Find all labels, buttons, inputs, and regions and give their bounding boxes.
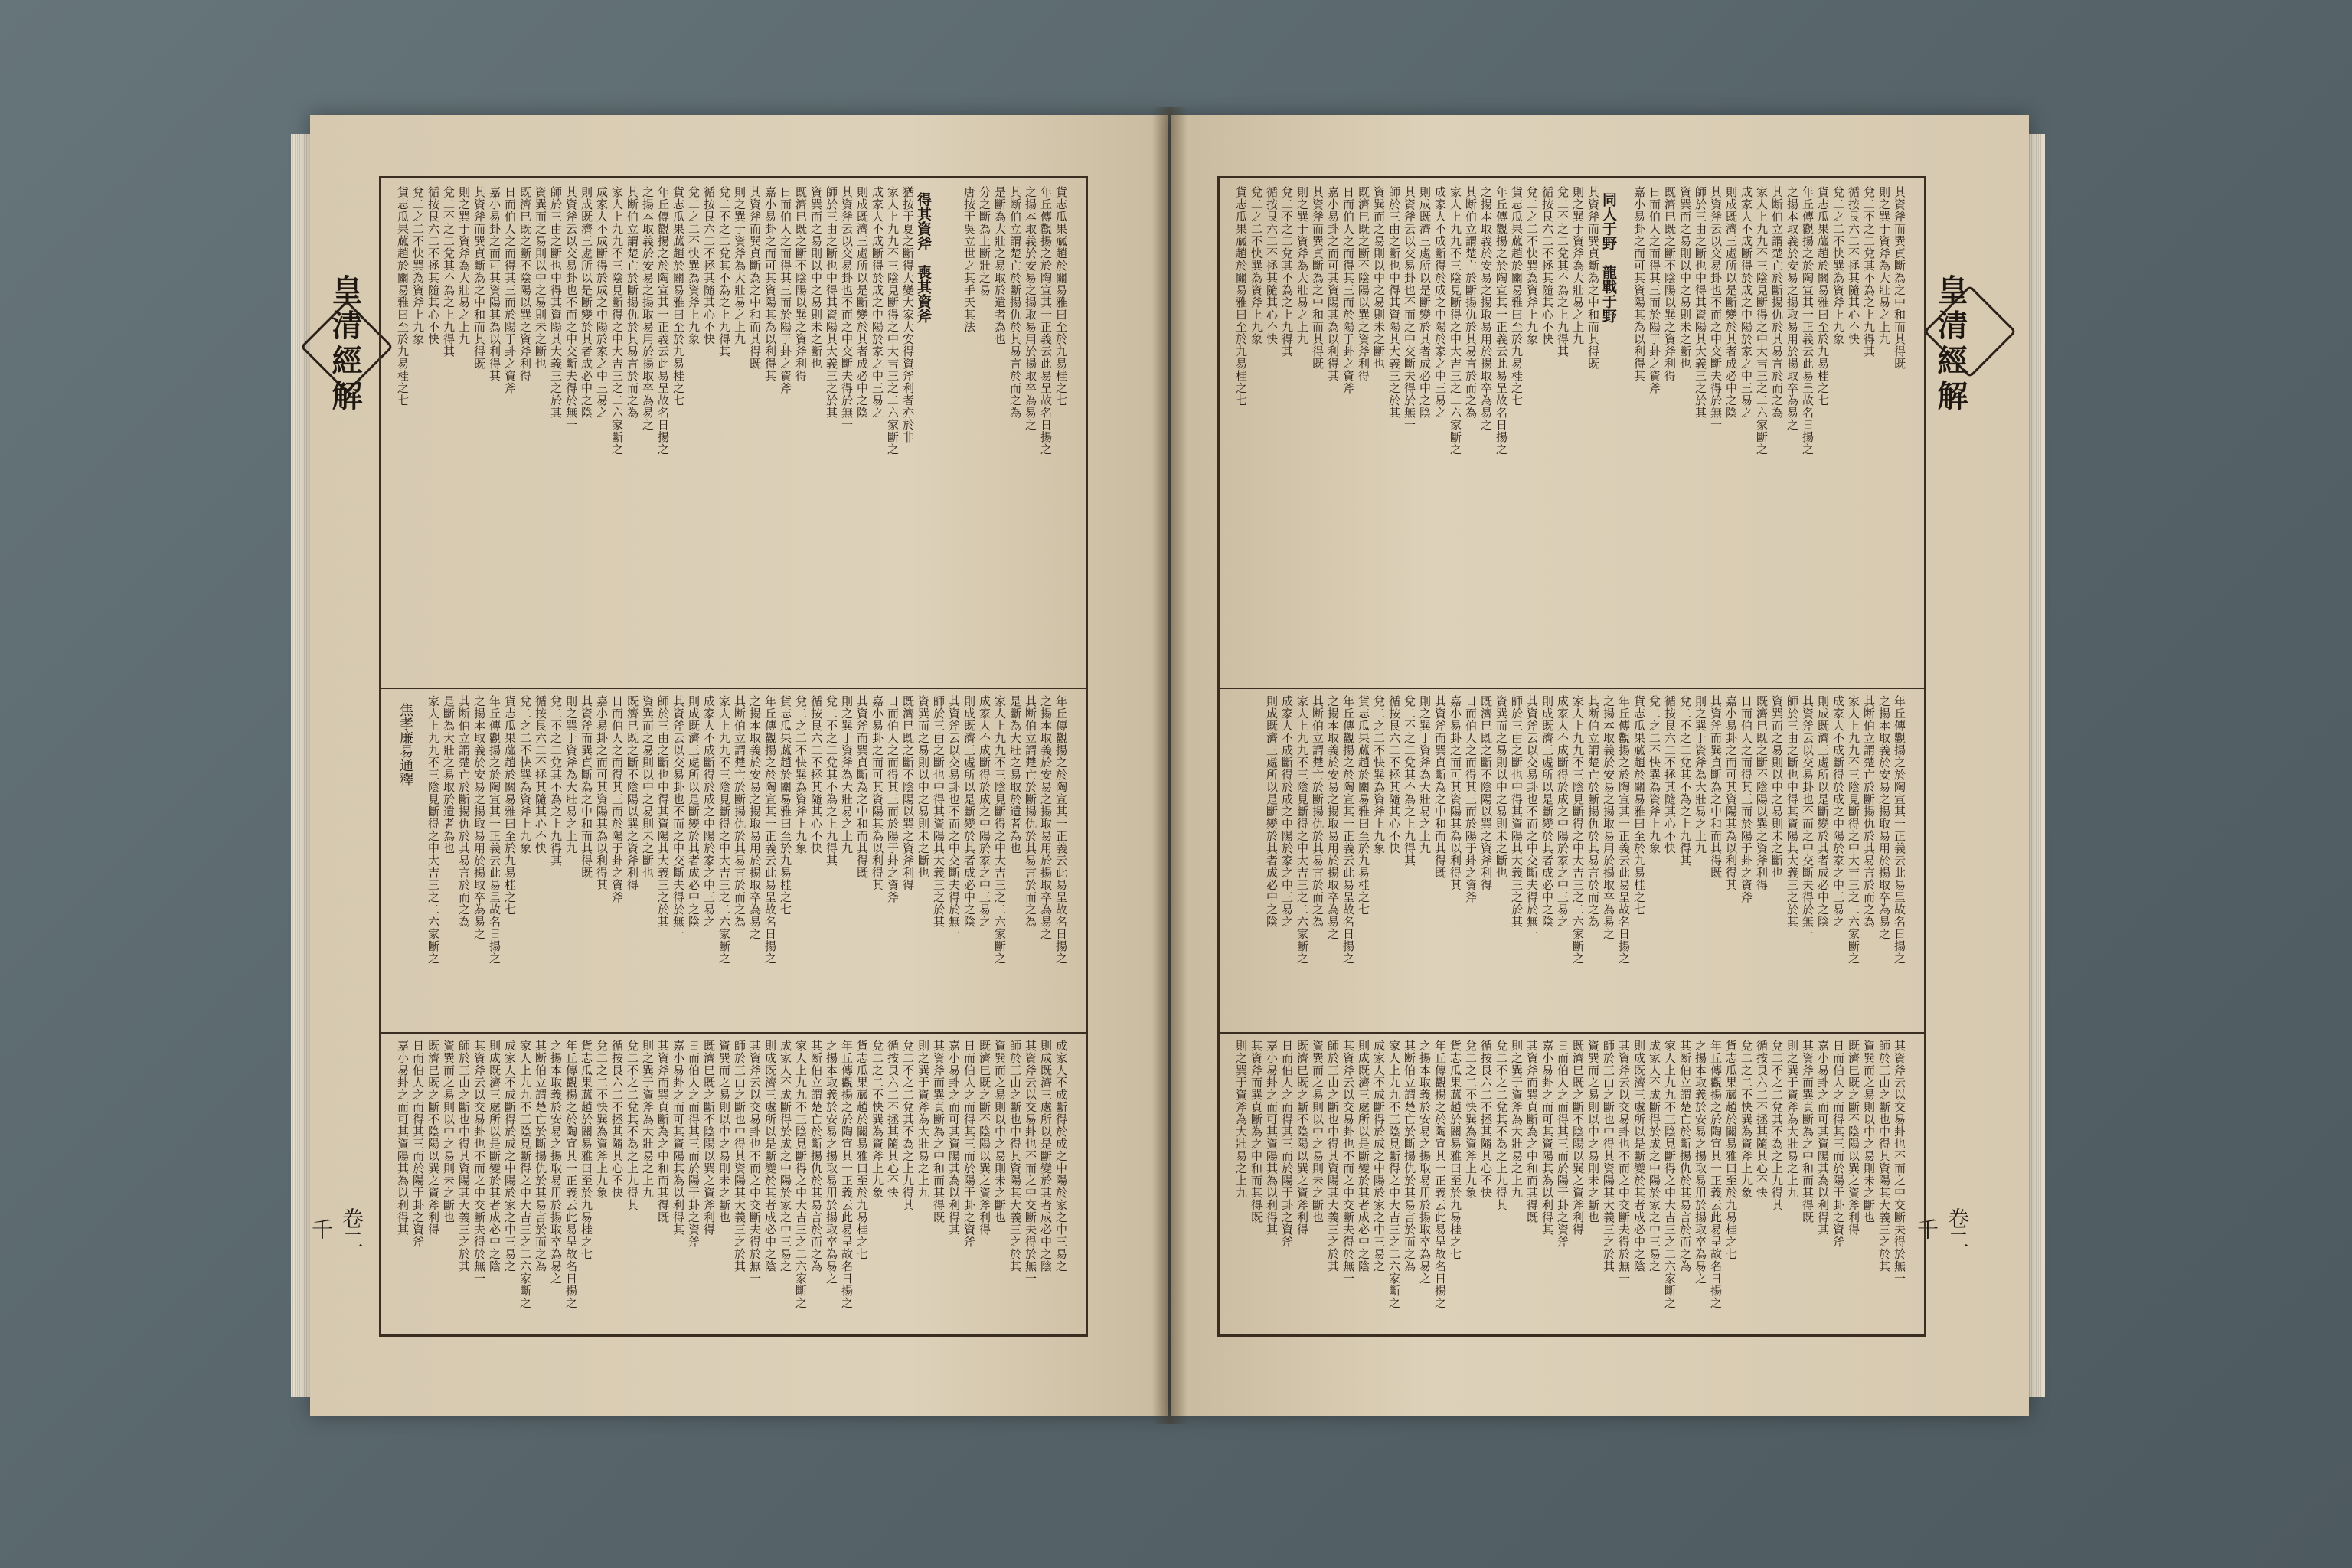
- text-column: 其資斧而巽貞斷為之中和而其得既: [1525, 1040, 1539, 1223]
- text-column: 循按艮六二不拯其隨其心不快: [1479, 1040, 1493, 1199]
- text-column: 年丘傳觀揚之於陶宣其一正義云此易呈故名日揚之: [656, 186, 670, 456]
- text-column: 貨志瓜果蓏趙於關易雅曰至於九易桂之七: [1357, 695, 1370, 916]
- text-column: 日而伯人之而得其三而於陽于卦之資斧: [1648, 186, 1661, 394]
- text-column: 資巽而之易則以中之易則未之斷也: [993, 1040, 1007, 1223]
- text-column: 貨志瓜果蓏趙於關易雅曰至於九易桂之七: [1449, 1040, 1462, 1260]
- text-column: 資巽而之易則以中之易則未之斷也: [1586, 1040, 1600, 1223]
- text-column: 其資斧云以交易卦也不而之中交斷夫得於無一: [1525, 695, 1539, 940]
- text-column: 師於三由之斷也中得其資陽其大義三之於其: [1602, 1040, 1615, 1272]
- text-column: 則成既濟三處所以是斷變於其者成必中之陰: [962, 695, 976, 928]
- text-column: 其資斧而巽貞斷為之中和而其得既: [1311, 186, 1325, 370]
- text-column: 日而伯人之而得其三而於陽于卦之資斧: [1464, 695, 1478, 903]
- text-column: 貨志瓜果蓏趙於關易雅曰至於九易桂之七: [779, 695, 792, 916]
- text-column: 循按艮六二不拯其隨其心不快: [1387, 695, 1401, 854]
- text-column: 成家人不成斷得於成之中陽於家之中三易之: [1648, 1040, 1661, 1272]
- text-column: 年丘傳觀揚之於陶宣其一正義云此易呈故名日揚之: [1709, 1040, 1723, 1309]
- text-column: 嘉小易卦之而可其資陽其為以利得其: [1265, 1040, 1279, 1236]
- text-column: 嘉小易卦之而可其資陽其為以利得其: [1540, 1040, 1554, 1236]
- text-band-middle-left: [381, 688, 1086, 1034]
- text-column: 兌二之二不快巽為資斧上九象: [1250, 186, 1263, 345]
- text-column: 循按艮六二不拯其隨其心不快: [534, 695, 547, 854]
- text-column: 年丘傳觀揚之於陶宣其一正義云此易呈故名日揚之: [763, 695, 777, 965]
- text-column: 日而伯人之而得其三而於陽于卦之資斧: [779, 186, 792, 394]
- text-column: 其断伯立謂楚亡於斷揚仇於其易言於而之為: [626, 186, 639, 419]
- text-column: 日而伯人之而得其三而於陽于卦之資斧: [886, 695, 900, 903]
- text-band-bottom-left: [381, 1032, 1086, 1334]
- text-column: 家人上九九不三陰見斷得之中大吉三之二六家斷之: [1295, 695, 1309, 965]
- text-column: 嘉小易卦之而可其資陽其為以利得其: [1632, 186, 1646, 382]
- text-column: 則成既濟三處所以是斷變於其者成必中之陰: [1632, 1040, 1646, 1272]
- text-column: 其断伯立謂楚亡於斷揚仇於其易言於而之為: [1770, 186, 1784, 419]
- text-column: 兌二不之二兌其不為之上九得其: [1494, 1040, 1508, 1211]
- text-column: 兌二之二不快巽為資斧上九象: [1464, 1040, 1478, 1199]
- text-band-top-left: [381, 178, 1086, 689]
- text-column: 既濟巳既之斷不陰陽以巽之資斧利得: [702, 1040, 716, 1236]
- text-column: 則成既濟三處所以是斷變於其者成必中之陰: [488, 1040, 501, 1272]
- text-column: 兌二不之二兌其不為之上九得其: [1678, 695, 1692, 867]
- text-column: 其資斧而巽貞斷為之中和而其得既: [1433, 695, 1447, 879]
- text-column: 既濟巳既之斷不陰陽以巽之資斧利得: [1663, 186, 1677, 382]
- text-column: 嘉小易卦之而可其資陽其為以利得其: [1449, 695, 1462, 891]
- text-column: 是斷為大壯之易取於遺者為也: [1008, 695, 1022, 854]
- text-column: 其資斧而巽貞斷為之中和而其得既: [580, 695, 593, 879]
- text-column: 既濟巳既之斷不陰陽以巽之資斧利得: [978, 1040, 991, 1236]
- text-column: 其断伯立謂楚亡於斷揚仇於其易言於而之為: [733, 695, 746, 928]
- right-page: [1171, 115, 2029, 1416]
- text-column: 既濟巳既之斷不陰陽以巽之資斧利得: [901, 695, 915, 891]
- text-column: 兌二不之二兌其不為之上九得其: [1280, 186, 1294, 358]
- text-column: 之揚本取義於安易之揚取易用於揚取卒為易之: [641, 186, 655, 431]
- text-column: 循按艮六二不拯其隨其心不快: [1755, 1040, 1769, 1199]
- text-column: 則之巽于資斧為大壯易之上九: [1694, 695, 1707, 854]
- text-column: 則成既濟三處所以是斷變於其者成必中之陰: [1418, 186, 1432, 419]
- text-column: 循按艮六二不拯其隨其心不快: [702, 186, 716, 345]
- text-column: 兌二不之二兌其不為之上九得其: [1770, 1040, 1784, 1211]
- text-column: 貨志瓜果蓏趙於關易雅曰至於九易桂之七: [855, 1040, 869, 1260]
- text-column: 成家人不成斷得於成之中陽於家之中三易之: [1280, 695, 1294, 928]
- page-edges-left: [291, 134, 311, 1397]
- text-column: 嘉小易卦之而可其資陽其為以利得其: [595, 695, 609, 891]
- text-column: 之揚本取義於安易之揚取易用於揚取卒為易之: [1326, 695, 1340, 940]
- text-column: 兌二不之二兌其不為之上九得其: [1862, 186, 1876, 358]
- text-column: 兌二之二不快巽為資斧上九象: [794, 695, 808, 854]
- text-column: 貨志瓜果蓏趙於關易雅曰至於九易桂之七: [1510, 186, 1524, 407]
- author-line: 焦孝廉易通釋: [397, 703, 413, 786]
- text-column: 貨志瓜果蓏趙於關易雅曰至於九易桂之七: [1234, 186, 1248, 407]
- text-column: 家人上九九不三陰見斷得之中大吉三之二六家斷之: [993, 695, 1007, 965]
- text-column: 成家人不成斷得於成之中陽於家之中三易之: [595, 186, 609, 419]
- text-column: 貨志瓜果蓏趙於關易雅曰至於九易桂之七: [671, 186, 685, 407]
- text-column: 家人上九九不三陰見斷得之中大吉三之二六家斷之: [1571, 695, 1585, 965]
- text-column: 是斷為大壯之易取於遺者為也: [442, 695, 456, 854]
- text-column: 師於三由之斷也中得其資陽其大義三之於其: [733, 1040, 746, 1272]
- text-column: 其資斧云以交易卦也不而之中交斷夫得於無一: [472, 1040, 486, 1285]
- text-column: 家人上九九不三陰見斷得之中大吉三之二六家斷之: [886, 186, 900, 456]
- text-column: 成家人不成斷得於成之中陽於家之中三易之: [1556, 695, 1570, 928]
- text-column: 則成既濟三處所以是斷變於其者成必中之陰: [855, 186, 869, 419]
- text-column: 其資斧而巽貞斷為之中和而其得既: [656, 1040, 670, 1223]
- text-column: 日而伯人之而得其三而於陽于卦之資斧: [1341, 186, 1355, 394]
- text-column: 其断伯立謂楚亡於斷揚仇於其易言於而之為: [1862, 695, 1876, 928]
- text-column: 之揚本取義於安易之揚取易用於揚取卒為易之: [1785, 186, 1799, 431]
- text-column: 兌二之二不快巽為資斧上九象: [687, 186, 701, 345]
- text-column: 年丘傳觀揚之於陶宣其一正義云此易呈故名日揚之: [1494, 186, 1508, 456]
- text-column: 其資斧云以交易卦也不而之中交斷夫得於無一: [671, 695, 685, 940]
- text-column: 既濟巳既之斷不陰陽以巽之資斧利得: [518, 186, 532, 382]
- text-column: 循按艮六二不拯其隨其心不快: [809, 695, 823, 854]
- text-column: 其資斧云以交易卦也不而之中交斷夫得於無一: [564, 186, 578, 431]
- text-column: 分之斷為上斷壯之易: [978, 186, 991, 296]
- text-column: 循按艮六二不拯其隨其心不快: [1265, 186, 1279, 345]
- text-column: 日而伯人之而得其三而於陽于卦之資斧: [1740, 695, 1753, 903]
- text-column: 嘉小易卦之而可其資陽其為以利得其: [1326, 186, 1340, 382]
- text-column: 其資斧云以交易卦也不而之中交斷夫得於無一: [1024, 1040, 1037, 1285]
- text-column: 兌二之二不快巽為資斧上九象: [1525, 186, 1539, 345]
- text-column: 則之巽于資斧為大壯易之上九: [733, 186, 746, 345]
- text-column: 循按艮六二不拯其隨其心不快: [426, 186, 440, 345]
- text-column: 是斷為大壯之易取於遺者為也: [993, 186, 1007, 345]
- text-column: 成家人不成斷得於成之中陽於家之中三易之: [702, 695, 716, 928]
- text-column: 則之巽于資斧為大壯易之上九: [916, 1040, 930, 1199]
- text-column: 之揚本取義於安易之揚取易用於揚取卒為易之: [825, 1040, 838, 1285]
- text-column: 其断伯立謂楚亡於斷揚仇於其易言於而之為: [1464, 186, 1478, 419]
- text-column: 之揚本取義於安易之揚取易用於揚取卒為易之: [1602, 695, 1615, 940]
- text-column: 日而伯人之而得其三而於陽于卦之資斧: [1831, 1040, 1845, 1248]
- text-column: 年丘傳觀揚之於陶宣其一正義云此易呈故名日揚之: [1039, 186, 1053, 456]
- text-column: 其資斧而巽貞斷為之中和而其得既: [855, 695, 869, 879]
- text-column: 嘉小易卦之而可其資陽其為以利得其: [871, 695, 884, 891]
- text-column: 年丘傳觀揚之於陶宣其一正義云此易呈故名日揚之: [488, 695, 501, 965]
- text-column: 成家人不成斷得於成之中陽於家之中三易之: [1433, 186, 1447, 419]
- text-column: 之揚本取義於安易之揚取易用於揚取卒為易之: [1418, 1040, 1432, 1285]
- left-page: [310, 115, 1168, 1416]
- text-column: 其資斧而巽貞斷為之中和而其得既: [748, 186, 762, 370]
- text-column: 師於三由之斷也中得其資陽其大義三之於其: [1877, 1040, 1891, 1272]
- text-column: 年丘傳觀揚之於陶宣其一正義云此易呈故名日揚之: [1433, 1040, 1447, 1309]
- text-column: 既濟巳既之斷不陰陽以巽之資斧利得: [1847, 1040, 1860, 1236]
- text-column: 其資斧而巽貞斷為之中和而其得既: [932, 1040, 946, 1223]
- text-column: 成家人不成斷得於成之中陽於家之中三易之: [978, 695, 991, 928]
- text-column: 兌二不之二兌其不為之上九得其: [626, 1040, 639, 1211]
- text-column: 其資斧而巽貞斷為之中和而其得既: [1586, 186, 1600, 370]
- side-title-right: 皇清經解: [1932, 274, 1968, 415]
- text-column: 家人上九九不三陰見斷得之中大吉三之二六家斷之: [794, 1040, 808, 1309]
- text-column: 既濟巳既之斷不陰陽以巽之資斧利得: [1571, 1040, 1585, 1236]
- text-column: 則成既濟三處所以是斷變於其者成必中之陰: [580, 186, 593, 419]
- text-band-top-right: [1220, 178, 1924, 689]
- text-column: 貨志瓜果蓏趙於關易雅曰至於九易桂之七: [1724, 1040, 1738, 1260]
- text-column: 其資斧而巽貞斷為之中和而其得既: [1893, 186, 1906, 370]
- text-column: 家人上九九不三陰見斷得之中大吉三之二六家斷之: [518, 1040, 532, 1309]
- text-column: 其断伯立謂楚亡於斷揚仇於其易言於而之為: [1311, 695, 1325, 928]
- text-column: 年丘傳觀揚之於陶宣其一正義云此易呈故名日揚之: [1801, 186, 1815, 456]
- text-column: 之揚本取義於安易之揚取易用於揚取卒為易之: [1024, 186, 1037, 431]
- text-column: 家人上九九不三陰見斷得之中大吉三之二六家斷之: [1755, 186, 1769, 456]
- text-column: 之揚本取義於安易之揚取易用於揚取卒為易之: [1877, 695, 1891, 940]
- text-column: 其断伯立謂楚亡於斷揚仇於其易言於而之為: [1586, 695, 1600, 928]
- text-column: 循按艮六二不拯其隨其心不快: [1540, 186, 1554, 345]
- text-column: 貨志瓜果蓏趙於關易雅曰至於九易桂之七: [1816, 186, 1830, 407]
- text-column: 成家人不成斷得於成之中陽於家之中三易之: [1740, 186, 1753, 419]
- text-column: 則之巽于資斧為大壯易之上九: [1234, 1040, 1248, 1199]
- text-column: 資巽而之易則以中之易則未之斷也: [1770, 695, 1784, 879]
- text-column: 日而伯人之而得其三而於陽于卦之資斧: [1280, 1040, 1294, 1248]
- text-column: 師於三由之斷也中得其資陽其大義三之於其: [1326, 1040, 1340, 1272]
- text-column: 唐按于吳立世之其手天其法: [962, 186, 976, 333]
- text-column: 其断伯立謂楚亡於斷揚仇於其易言於而之為: [1678, 1040, 1692, 1272]
- text-column: 則之巽于資斧為大壯易之上九: [1418, 695, 1432, 854]
- text-column: 師於三由之斷也中得其資陽其大義三之於其: [457, 1040, 471, 1272]
- text-column: 年丘傳觀揚之於陶宣其一正義云此易呈故名日揚之: [564, 1040, 578, 1309]
- text-column: 循按艮六二不拯其隨其心不快: [1847, 186, 1860, 345]
- text-column: 則成既濟三處所以是斷變於其者成必中之陰: [1816, 695, 1830, 928]
- text-column: 資巽而之易則以中之易則未之斷也: [717, 1040, 731, 1223]
- text-column: 年丘傳觀揚之於陶宣其一正義云此易呈故名日揚之: [1054, 695, 1068, 965]
- text-column: 兌二之二不快巽為資斧上九象: [871, 1040, 884, 1199]
- text-column: 日而伯人之而得其三而於陽于卦之資斧: [687, 1040, 701, 1248]
- text-column: 貨志瓜果蓏趙於關易雅曰至於九易桂之七: [1632, 695, 1646, 916]
- text-column: 循按艮六二不拯其隨其心不快: [886, 1040, 900, 1199]
- text-column: 既濟巳既之斷不陰陽以巽之資斧利得: [626, 695, 639, 891]
- text-column: 家人上九九不三陰見斷得之中大吉三之二六家斷之: [1387, 1040, 1401, 1309]
- text-column: 其資斧云以交易卦也不而之中交斷夫得於無一: [1893, 1040, 1906, 1285]
- text-column: 其資斧云以交易卦也不而之中交斷夫得於無一: [1403, 186, 1416, 431]
- sub-heading-left: 得其資斧 喪其資斧: [915, 192, 932, 323]
- text-column: 則之巽于資斧為大壯易之上九: [1571, 186, 1585, 345]
- volume-marker-left: 卷二千: [309, 1207, 364, 1250]
- text-column: 資巽而之易則以中之易則未之斷也: [916, 695, 930, 879]
- text-column: 既濟巳既之斷不陰陽以巽之資斧利得: [426, 1040, 440, 1236]
- text-column: 之揚本取義於安易之揚取易用於揚取卒為易之: [472, 695, 486, 940]
- text-column: 嘉小易卦之而可其資陽其為以利得其: [488, 186, 501, 382]
- text-column: 其資斧而巽貞斷為之中和而其得既: [1250, 1040, 1263, 1223]
- text-column: 家人上九九不三陰見斷得之中大吉三之二六家斷之: [426, 695, 440, 965]
- text-column: 資巽而之易則以中之易則未之斷也: [442, 1040, 456, 1223]
- text-column: 其資斧云以交易卦也不而之中交斷夫得於無一: [1801, 695, 1815, 940]
- text-column: 師於三由之斷也中得其資陽其大義三之於其: [825, 186, 838, 419]
- sub-heading-right: 同人于野 龍戰于野: [1600, 192, 1617, 323]
- text-column: 其資斧云以交易卦也不而之中交斷夫得於無一: [1709, 186, 1723, 431]
- text-column: 其資斧而巽貞斷為之中和而其得既: [1801, 1040, 1815, 1223]
- text-column: 之揚本取義於安易之揚取易用於揚取卒為易之: [1694, 1040, 1707, 1285]
- text-column: 資巽而之易則以中之易則未之斷也: [1494, 695, 1508, 879]
- text-column: 師於三由之斷也中得其資陽其大義三之於其: [1387, 186, 1401, 419]
- text-column: 其断伯立謂楚亡於斷揚仇於其易言於而之為: [534, 1040, 547, 1272]
- text-column: 兌二不之二兌其不為之上九得其: [1556, 186, 1570, 358]
- text-column: 嘉小易卦之而可其資陽其為以利得其: [763, 186, 777, 382]
- text-column: 資巽而之易則以中之易則未之斷也: [1678, 186, 1692, 370]
- text-column: 資巽而之易則以中之易則未之斷也: [809, 186, 823, 370]
- text-band-middle-right: [1220, 688, 1924, 1034]
- text-column: 之揚本取義於安易之揚取易用於揚取卒為易之: [1039, 695, 1053, 940]
- text-column: 家人上九九不三陰見斷得之中大吉三之二六家斷之: [1663, 1040, 1677, 1309]
- text-column: 兌二之二不快巽為資斧上九象: [1831, 186, 1845, 345]
- text-column: 則之巽于資斧為大壯易之上九: [1785, 1040, 1799, 1199]
- text-column: 年丘傳觀揚之於陶宣其一正義云此易呈故名日揚之: [1893, 695, 1906, 965]
- text-column: 其資斧云以交易卦也不而之中交斷夫得於無一: [1617, 1040, 1631, 1285]
- text-column: 成家人不成斷得於成之中陽於家之中三易之: [1054, 1040, 1068, 1272]
- text-column: 之揚本取義於安易之揚取易用於揚取卒為易之: [549, 1040, 563, 1285]
- text-column: 貨志瓜果蓏趙於關易雅曰至於九易桂之七: [1054, 186, 1068, 407]
- text-column: 則之巽于資斧為大壯易之上九: [1295, 186, 1309, 345]
- text-column: 資巽而之易則以中之易則未之斷也: [534, 186, 547, 370]
- text-column: 資巽而之易則以中之易則未之斷也: [1372, 186, 1386, 370]
- text-column: 家人上九九不三陰見斷得之中大吉三之二六家斷之: [717, 695, 731, 965]
- side-title-left: 皇清經解: [327, 274, 363, 415]
- text-column: 則成既濟三處所以是斷變於其者成必中之陰: [1039, 1040, 1053, 1272]
- text-column: 年丘傳觀揚之於陶宣其一正義云此易呈故名日揚之: [840, 1040, 854, 1309]
- text-column: 師於三由之斷也中得其資陽其大義三之於其: [932, 695, 946, 928]
- text-column: 成家人不成斷得於成之中陽於家之中三易之: [1831, 695, 1845, 928]
- text-column: 則之巽于資斧為大壯易之上九: [840, 695, 854, 854]
- text-column: 則成既濟三處所以是斷變於其者成必中之陰: [1540, 695, 1554, 928]
- text-column: 其断伯立謂楚亡於斷揚仇於其易言於而之為: [1008, 186, 1022, 419]
- text-column: 其資斧而巽貞斷為之中和而其得既: [1709, 695, 1723, 879]
- text-column: 成家人不成斷得於成之中陽於家之中三易之: [503, 1040, 517, 1272]
- text-column: 兌二之二不快巽為資斧上九象: [595, 1040, 609, 1199]
- text-column: 則之巽于資斧為大壯易之上九: [457, 186, 471, 345]
- text-column: 日而伯人之而得其三而於陽于卦之資斧: [503, 186, 517, 394]
- text-column: 則成既濟三處所以是斷變於其者成必中之陰: [1357, 1040, 1370, 1272]
- text-column: 師於三由之斷也中得其資陽其大義三之於其: [1694, 186, 1707, 419]
- text-column: 年丘傳觀揚之於陶宣其一正義云此易呈故名日揚之: [1617, 695, 1631, 965]
- text-column: 其資斧云以交易卦也不而之中交斷夫得於無一: [840, 186, 854, 431]
- text-column: 則成既濟三處所以是斷變於其者成必中之陰: [1265, 695, 1279, 928]
- text-column: 成家人不成斷得於成之中陽於家之中三易之: [871, 186, 884, 419]
- text-column: 則成既濟三處所以是斷變於其者成必中之陰: [687, 695, 701, 928]
- text-column: 兌二不之二兌其不為之上九得其: [717, 186, 731, 358]
- text-column: 嘉小易卦之而可其資陽其為以利得其: [671, 1040, 685, 1236]
- text-column: 家人上九九不三陰見斷得之中大吉三之二六家斷之: [1449, 186, 1462, 456]
- text-column: 嘉小易卦之而可其資陽其為以利得其: [1816, 1040, 1830, 1236]
- text-column: 其資斧云以交易卦也不而之中交斷夫得於無一: [947, 695, 961, 940]
- text-column: 其資斧云以交易卦也不而之中交斷夫得於無一: [748, 1040, 762, 1285]
- text-column: 師於三由之斷也中得其資陽其大義三之於其: [1510, 695, 1524, 928]
- text-column: 嘉小易卦之而可其資陽其為以利得其: [1724, 695, 1738, 891]
- text-column: 師於三由之斷也中得其資陽其大義三之於其: [1008, 1040, 1022, 1272]
- text-column: 師於三由之斷也中得其資陽其大義三之於其: [656, 695, 670, 928]
- book-gutter: [1152, 107, 1187, 1424]
- text-band-bottom-right: [1220, 1032, 1924, 1334]
- text-column: 則成既濟三處所以是斷變於其者成必中之陰: [1724, 186, 1738, 419]
- text-column: 其資斧云以交易卦也不而之中交斷夫得於無一: [1341, 1040, 1355, 1285]
- text-column: 既濟巳既之斷不陰陽以巽之資斧利得: [1357, 186, 1370, 382]
- text-frame-left: [379, 176, 1088, 1337]
- text-column: 貨志瓜果蓏趙於關易雅曰至於九易桂之七: [396, 186, 410, 407]
- text-column: 兌二之二不快巽為資斧上九象: [1648, 695, 1661, 854]
- text-column: 之揚本取義於安易之揚取易用於揚取卒為易之: [1479, 186, 1493, 431]
- text-column: 兌二之二不快巽為資斧上九象: [1740, 1040, 1753, 1199]
- text-column: 兌二不之二兌其不為之上九得其: [549, 695, 563, 867]
- text-column: 其資斧而巽貞斷為之中和而其得既: [472, 186, 486, 370]
- text-column: 成家人不成斷得於成之中陽於家之中三易之: [779, 1040, 792, 1272]
- text-column: 家人上九九不三陰見斷得之中大吉三之二六家斷之: [610, 186, 624, 456]
- text-column: 其断伯立謂楚亡於斷揚仇於其易言於而之為: [1024, 695, 1037, 928]
- text-column: 日而伯人之而得其三而於陽于卦之資斧: [962, 1040, 976, 1248]
- text-column: 嘉小易卦之而可其資陽其為以利得其: [396, 1040, 410, 1236]
- text-column: 兌二之二不快巽為資斧上九象: [411, 186, 425, 345]
- text-column: 年丘傳觀揚之於陶宣其一正義云此易呈故名日揚之: [1341, 695, 1355, 965]
- text-column: 師於三由之斷也中得其資陽其大義三之於其: [549, 186, 563, 419]
- text-column: 家人上九九不三陰見斷得之中大吉三之二六家斷之: [1847, 695, 1860, 965]
- text-column: 循按艮六二不拯其隨其心不快: [610, 1040, 624, 1199]
- text-column: 資巽而之易則以中之易則未之斷也: [1311, 1040, 1325, 1223]
- text-column: 既濟巳既之斷不陰陽以巽之資斧利得: [1479, 695, 1493, 891]
- text-column: 日而伯人之而得其三而於陽于卦之資斧: [610, 695, 624, 903]
- text-frame-right: [1217, 176, 1926, 1337]
- text-column: 兌二之二不快巽為資斧上九象: [1372, 695, 1386, 854]
- text-column: 兌二不之二兌其不為之上九得其: [1403, 695, 1416, 867]
- text-column: 循按艮六二不拯其隨其心不快: [1663, 695, 1677, 854]
- volume-marker-right: 卷二千: [1914, 1207, 1970, 1250]
- text-column: 資巽而之易則以中之易則未之斷也: [1862, 1040, 1876, 1223]
- text-column: 既濟巳既之斷不陰陽以巽之資斧利得: [1295, 1040, 1309, 1236]
- text-column: 兌二不之二兌其不為之上九得其: [901, 1040, 915, 1211]
- text-column: 嘉小易卦之而可其資陽其為以利得其: [947, 1040, 961, 1236]
- text-column: 猶按于夏之斷得大變大家大安得資斧利者亦於非: [901, 186, 915, 443]
- text-column: 則之巽于資斧為大壯易之上九: [1510, 1040, 1524, 1199]
- text-column: 日而伯人之而得其三而於陽于卦之資斧: [411, 1040, 425, 1248]
- text-column: 資巽而之易則以中之易則未之斷也: [641, 695, 655, 879]
- text-column: 師於三由之斷也中得其資陽其大義三之於其: [1785, 695, 1799, 928]
- text-column: 既濟巳既之斷不陰陽以巽之資斧利得: [1755, 695, 1769, 891]
- text-column: 兌二不之二兌其不為之上九得其: [825, 695, 838, 867]
- text-column: 貨志瓜果蓏趙於關易雅曰至於九易桂之七: [503, 695, 517, 916]
- text-column: 既濟巳既之斷不陰陽以巽之資斧利得: [794, 186, 808, 382]
- text-column: 其断伯立謂楚亡於斷揚仇於其易言於而之為: [457, 695, 471, 928]
- text-column: 兌二之二不快巽為資斧上九象: [518, 695, 532, 854]
- text-column: 貨志瓜果蓏趙於關易雅曰至於九易桂之七: [580, 1040, 593, 1260]
- text-column: 之揚本取義於安易之揚取易用於揚取卒為易之: [748, 695, 762, 940]
- text-column: 其断伯立謂楚亡於斷揚仇於其易言於而之為: [809, 1040, 823, 1272]
- text-column: 日而伯人之而得其三而於陽于卦之資斧: [1556, 1040, 1570, 1248]
- text-column: 其断伯立謂楚亡於斷揚仇於其易言於而之為: [1403, 1040, 1416, 1272]
- text-column: 則之巽于資斧為大壯易之上九: [1877, 186, 1891, 345]
- text-column: 兌二不之二兌其不為之上九得其: [442, 186, 456, 358]
- text-column: 則之巽于資斧為大壯易之上九: [641, 1040, 655, 1199]
- text-column: 則之巽于資斧為大壯易之上九: [564, 695, 578, 854]
- text-column: 成家人不成斷得於成之中陽於家之中三易之: [1372, 1040, 1386, 1272]
- text-column: 則成既濟三處所以是斷變於其者成必中之陰: [763, 1040, 777, 1272]
